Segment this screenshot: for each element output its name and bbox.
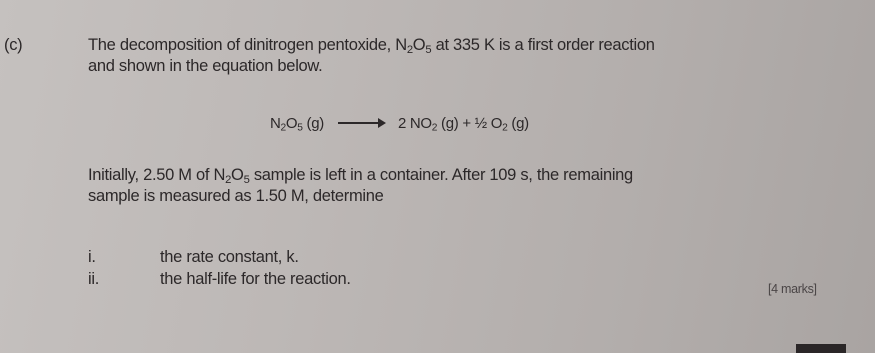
chemical-equation: $N_2O_5$ (g) 2 $NO_2$ (g) + ½ $O_2$ (g) — [270, 115, 529, 134]
part-number: ii. — [88, 270, 100, 288]
question-label: (c) — [4, 36, 23, 54]
data-line-2: sample is measured as 1.50 M, determine — [88, 187, 384, 205]
data-line-1: Initially, 2.50 M of $N_2O_5$ sample is left in a container. After 109 s, the remaining — [88, 166, 633, 186]
part-text: the rate constant, k. — [160, 248, 299, 266]
intro-line-2: and shown in the equation below. — [88, 57, 323, 75]
intro-line-1: The decomposition of dinitrogen pentoxide, $N_2O_5$ at 335 K is a first order reaction — [88, 36, 655, 56]
dark-tab-decoration — [796, 344, 846, 353]
part-number: i. — [88, 248, 96, 266]
marks-allocation: [4 marks] — [768, 282, 817, 296]
part-text: the half-life for the reaction. — [160, 270, 351, 288]
reaction-arrow-icon — [338, 122, 384, 124]
